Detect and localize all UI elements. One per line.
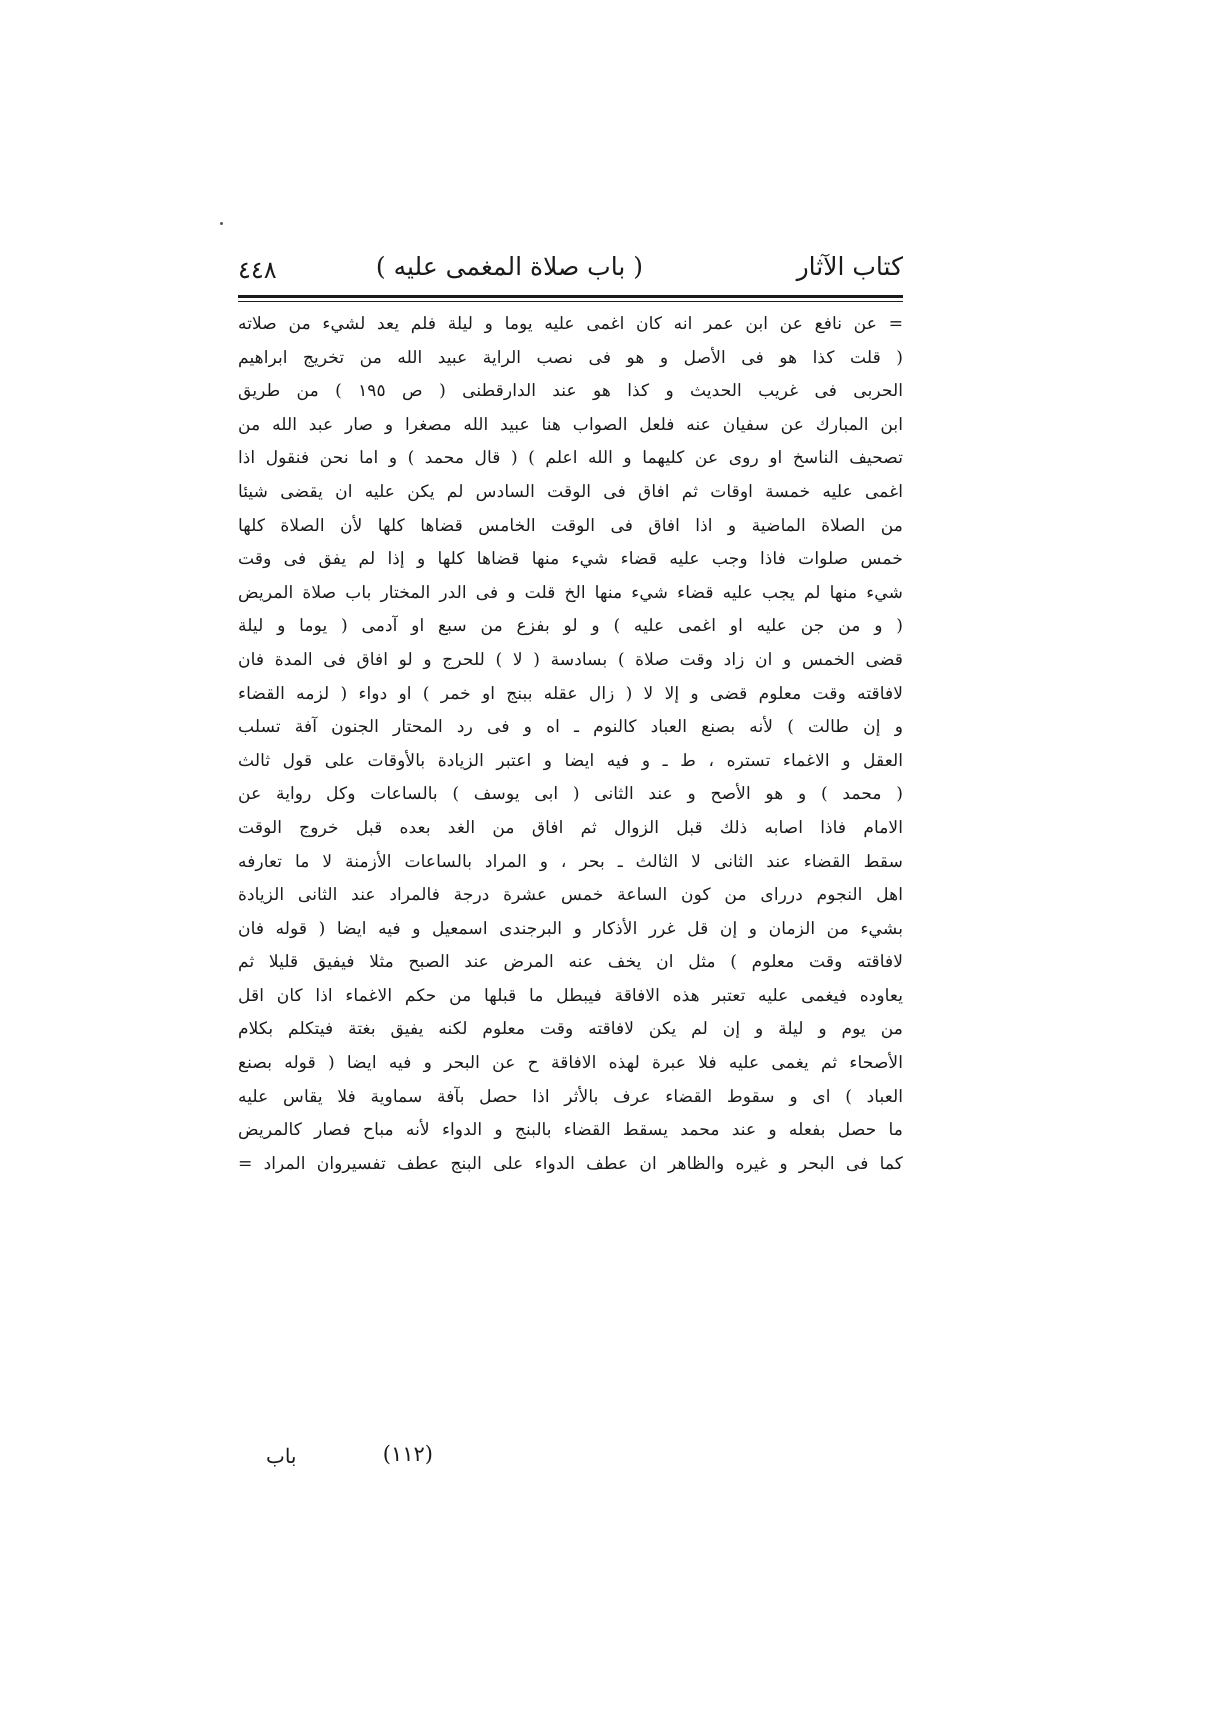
text-line: خمس صلوات فاذا وجب عليه قضاء شيء منها قضاها كلها و إذا لم يفق فى وقت [238,549,903,570]
text-line: الحربى فى غريب الحديث و كذا هو عند الدارقطنى ( ص ١٩٥ ) من طريق [238,381,903,402]
text-line: و إن طالت ) لأنه بصنع العباد كالنوم ـ اه و فى رد المحتار الجنون آفة تسلب [238,717,903,738]
text-line: ابن المبارك عن سفيان عنه فلعل الصواب هنا عبيد الله مصغرا و صار عبد الله من [238,414,903,435]
text-line: قضى الخمس و ان زاد وقت صلاة ) بسادسة ( لا ) للحرج و لو افاق فى المدة فان [238,649,903,670]
page-speck [220,222,223,225]
page-footer [238,1442,903,1482]
header-rule-thin [238,301,903,302]
signature-mark: (١١٢) [382,1442,433,1466]
page-number: ٤٤٨ [238,256,277,284]
text-line: بشيء من الزمان و إن قل غرر الأذكار و البرجندى اسمعيل و فيه ايضا ( قوله فان [238,918,903,939]
text-line: ( قلت كذا هو فى الأصل و هو فى نصب الراية عبيد الله من تخريج ابراهيم [238,347,903,368]
book-title: كتاب الآثار [796,252,903,281]
text-line: العباد ) اى و سقوط القضاء عرف بالأثر اذا حصل بآفة سماوية فلا يقاس عليه [238,1086,903,1107]
text-line: كما فى البحر و غيره والظاهر ان عطف الدواء على البنج عطف تفسيروان المراد = [238,1153,903,1174]
text-line: = عن نافع عن ابن عمر انه كان اغمى عليه يوما و ليلة فلم يعد لشيء من صلاته [238,314,903,334]
text-line: سقط القضاء عند الثانى لا الثالث ـ بحر ، و المراد بالساعات الأزمنة لا ما تعارفه [238,851,903,872]
catchword: باب [266,1444,297,1468]
text-line: من يوم و ليلة و إن لم يكن لافاقته وقت معلوم لكنه يفيق بغتة فيتكلم بكلام [238,1019,903,1040]
text-line: لافاقته وقت معلوم قضى و إلا لا ( زال عقله ببنج او خمر ) او دواء ( لزمه القضاء [238,683,903,704]
text-line: اغمى عليه خمسة اوقات ثم افاق فى الوقت السادس لم يكن عليه ان يقضى شيئا [238,481,903,502]
text-line: الامام فاذا اصابه ذلك قبل الزوال ثم افاق من الغد بعده قبل خروج الوقت [238,817,903,838]
text-line: شيء منها لم يجب عليه قضاء شيء منها الخ قلت و فى الدر المختار باب صلاة المريض [238,582,903,603]
text-line: العقل و الاغماء تستره ، ط ـ و فيه ايضا و اعتبر الزيادة بالأوقات على قول ثالث [238,750,903,771]
text-line: ( و من جن عليه او اغمى عليه ) و لو بفزع من سبع او آدمى ( يوما و ليلة [238,616,903,637]
text-line: يعاوده فيغمى عليه تعتبر هذه الافاقة فيبطل ما قبلها من حكم الاغماء اذا كان اقل [238,985,903,1006]
text-line: ( محمد ) و هو الأصح و عند الثانى ( ابى يوسف ) بالساعات وكل رواية عن [238,784,903,805]
body-text [238,308,903,1181]
text-line: اهل النجوم دررای من كون الساعة خمس عشرة درجة فالمراد عند الثانى الزيادة [238,885,903,906]
text-line: لافاقته وقت معلوم ) مثل ان يخف عنه المرض عند الصبح مثلا فيفيق قليلا ثم [238,952,903,973]
text-line: ما حصل بفعله و عند محمد يسقط القضاء بالبنج و الدواء لأنه مباح فصار كالمريض [238,1120,903,1141]
text-line: من الصلاة الماضية و اذا افاق فى الوقت الخامس قضاها كلها لأن الصلاة كلها [238,515,903,536]
chapter-title: ( باب صلاة المغمى عليه ) [375,252,643,281]
text-line: تصحيف الناسخ او روى عن كليهما و الله اعلم ) ( قال محمد ) و اما نحن فنقول اذا [238,448,903,469]
header-rule-thick [238,295,903,298]
text-line: الأصحاء ثم يغمى عليه فلا عبرة لهذه الافاقة ح عن البحر و فيه ايضا ( قوله بصنع [238,1053,903,1074]
running-header [238,252,903,292]
